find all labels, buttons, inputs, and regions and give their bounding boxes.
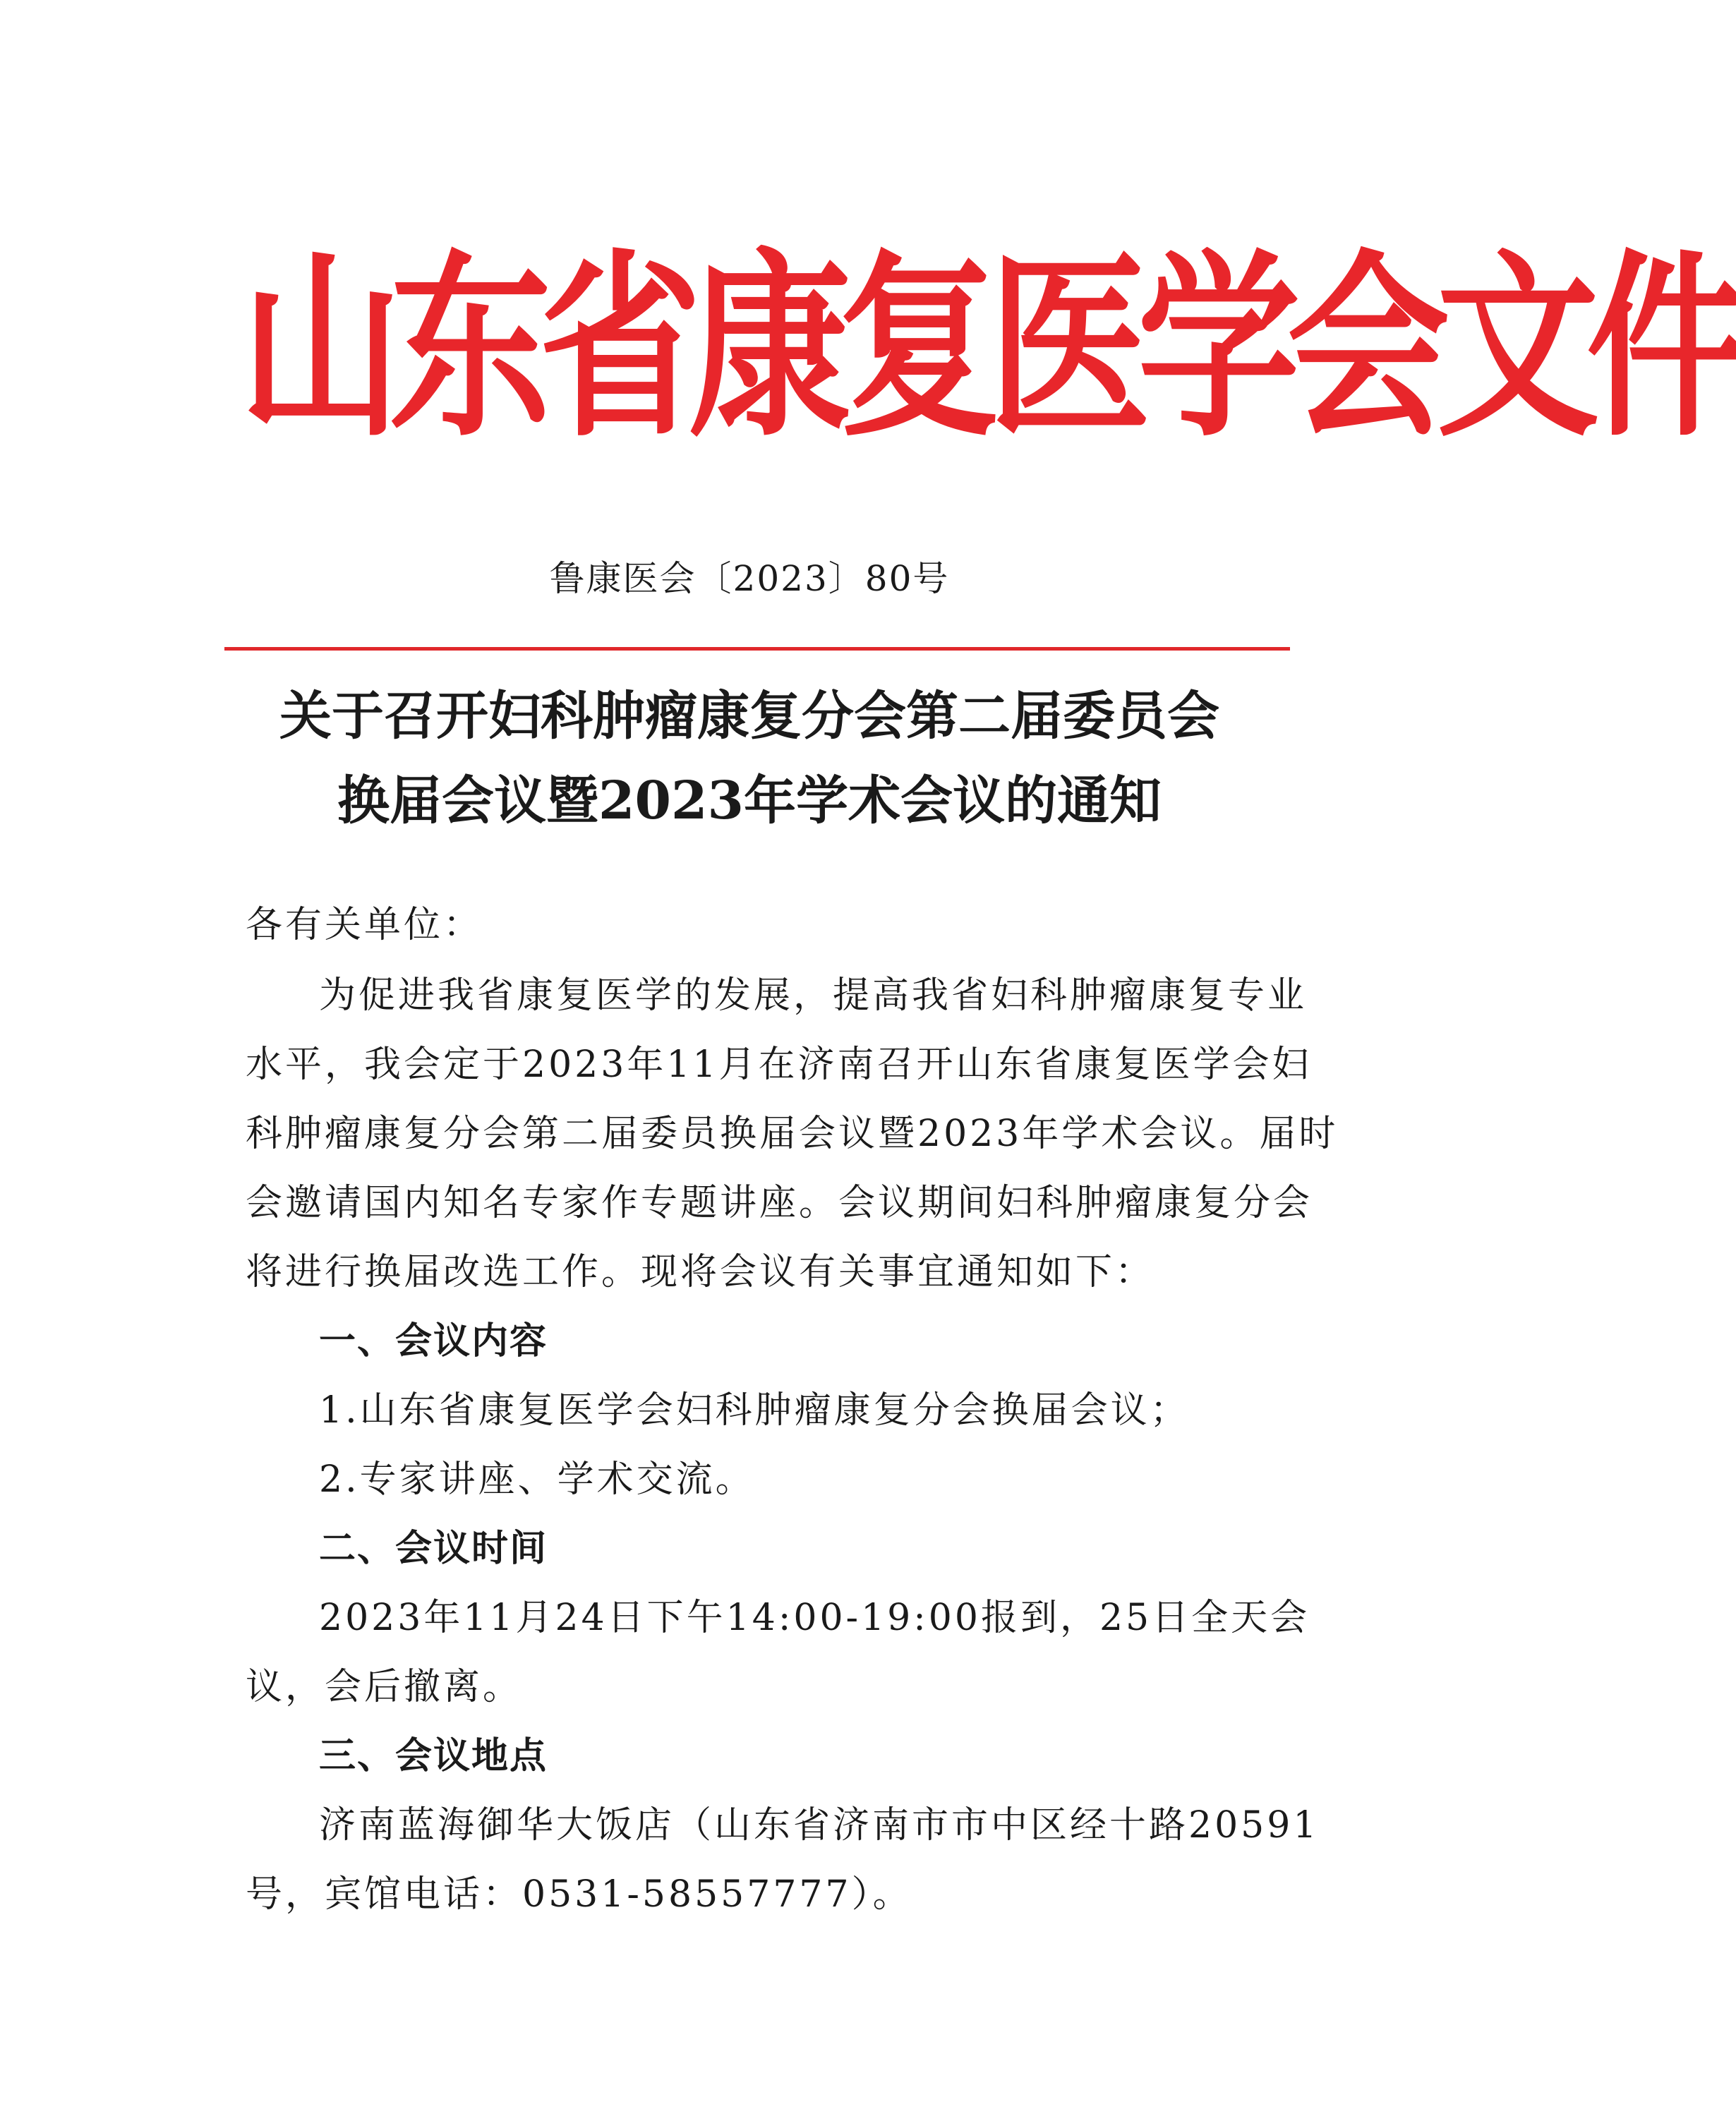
paragraph-line: 会邀请国内知名专家作专题讲座。会议期间妇科肿瘤康复分会: [246, 1182, 1313, 1224]
red-divider-line: [224, 647, 1290, 651]
salutation: 各有关单位：: [246, 904, 483, 946]
paragraph-line: 济南蓝海御华大饭店（山东省济南市市中区经十路20591: [319, 1804, 1320, 1847]
paragraph-line: 将进行换届改选工作。现将会议有关事宜通知如下：: [246, 1251, 1155, 1293]
paragraph-line: 科肿瘤康复分会第二届委员换届会议暨2023年学术会议。届时: [246, 1113, 1339, 1155]
paragraph-line: 水平，我会定于2023年11月在济南召开山东省康复医学会妇: [246, 1044, 1312, 1086]
notice-title-line-1: 关于召开妇科肿瘤康复分会第二届委员会: [279, 686, 1219, 747]
paragraph-line: 号，宾馆电话：0531-58557777）。: [246, 1873, 912, 1916]
masthead-title: 山东省康复医学会文件: [240, 234, 1736, 464]
paragraph-line: 议，会后撤离。: [246, 1666, 523, 1708]
paragraph-line: 为促进我省康复医学的发展，提高我省妇科肿瘤康复专业: [319, 974, 1308, 1017]
section-heading-time: 二、会议时间: [319, 1528, 548, 1570]
section-heading-content: 一、会议内容: [319, 1320, 548, 1362]
list-item: 2.专家讲座、学术交流。: [319, 1458, 755, 1501]
notice-title-line-2: 换届会议暨2023年学术会议的通知: [337, 771, 1162, 831]
paragraph-line: 2023年11月24日下午14:00-19:00报到，25日全天会: [319, 1597, 1310, 1639]
document-number: 鲁康医会〔2023〕80号: [549, 558, 950, 599]
list-item: 1.山东省康复医学会妇科肿瘤康复分会换届会议；: [319, 1389, 1190, 1432]
section-heading-location: 三、会议地点: [319, 1735, 548, 1777]
